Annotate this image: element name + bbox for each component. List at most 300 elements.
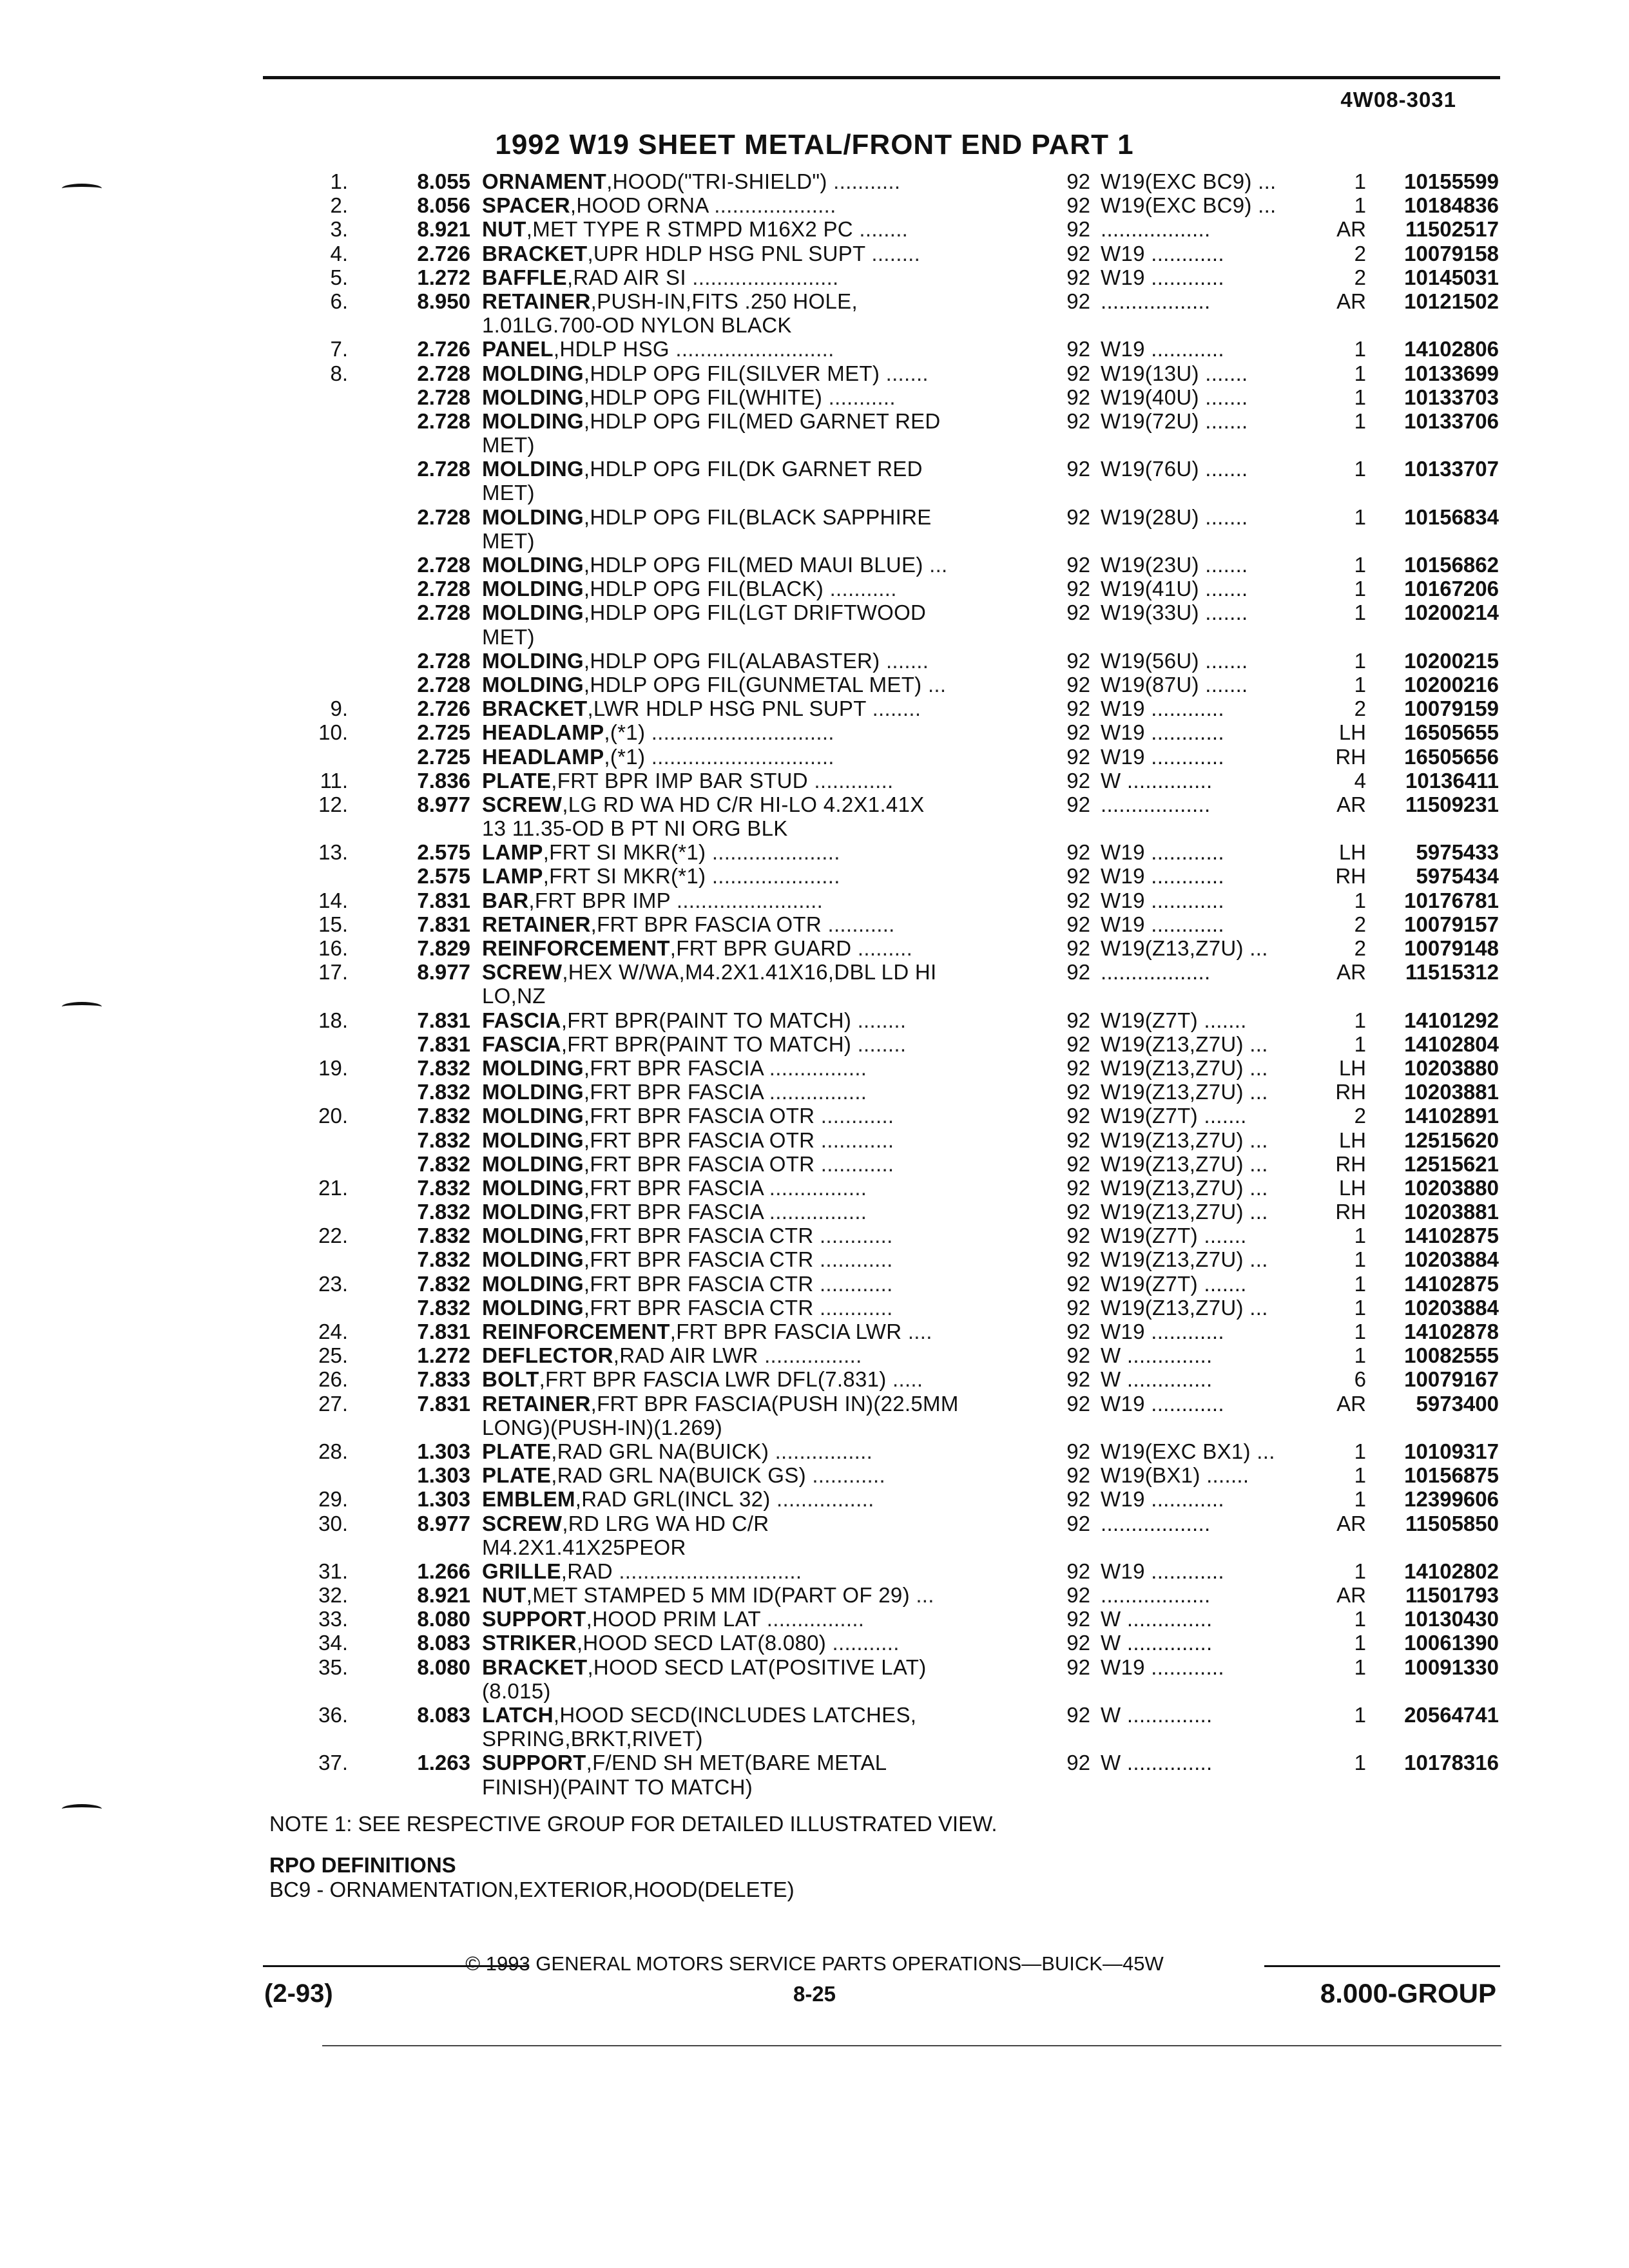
leader-dots: ................ (769, 1200, 867, 1224)
footer-group: 8.000-GROUP (1320, 1978, 1496, 2008)
model-year: 92 (1066, 1200, 1090, 1224)
part-row (0, 936, 1629, 960)
part-description-continued: FINISH)(PAINT TO MATCH) (482, 1774, 753, 1799)
part-name: FASCIA (482, 1008, 561, 1032)
part-name: REINFORCEMENT (482, 936, 670, 960)
part-name: EMBLEM (482, 1487, 575, 1512)
part-row (0, 840, 1629, 864)
model-usage (1101, 1320, 1322, 1343)
part-row (0, 745, 1629, 769)
model-usage (1101, 720, 1322, 744)
model-year: 92 (1066, 960, 1090, 985)
model-code: W19(Z13,Z7U) (1101, 1295, 1244, 1320)
illustration-reference: 2.725 (417, 720, 470, 745)
leader-dots: ......... (857, 936, 913, 960)
item-number: 7. (330, 337, 348, 361)
part-continuation-row (0, 625, 1629, 649)
part-detail: ,HDLP OPG FIL(WHITE) (583, 385, 823, 409)
model-code: W19 (1101, 1391, 1145, 1416)
illustration-reference: 7.831 (417, 888, 470, 912)
part-detail: ,RAD GRL(INCL 32) (575, 1487, 771, 1512)
model-usage (1101, 1487, 1322, 1511)
part-description (482, 960, 998, 984)
model-year: 92 (1066, 1607, 1090, 1631)
part-name: MOLDING (482, 577, 584, 601)
part-detail: ,RAD GRL NA(BUICK GS) (551, 1463, 806, 1488)
model-usage (1101, 1032, 1322, 1056)
model-year: 92 (1066, 385, 1090, 409)
part-detail: ,LG RD WA HD C/R HI-LO 4.2X1.41X (562, 792, 925, 816)
illustration-reference: 7.836 (417, 768, 470, 793)
leader-dots: ............ (819, 1247, 893, 1272)
part-number: 16505655 (1404, 720, 1499, 745)
leader-dots: ........... (833, 169, 901, 193)
model-code: W19 (1101, 912, 1145, 936)
model-year: 92 (1066, 1703, 1090, 1727)
quantity: 1 (1354, 553, 1366, 577)
illustration-reference: 7.831 (417, 1008, 470, 1032)
part-description (482, 265, 998, 289)
top-rule (263, 76, 1500, 79)
part-name: GRILLE (482, 1559, 561, 1583)
illustration-reference: 2.728 (417, 553, 470, 577)
leader-dots: ....... (1204, 1008, 1247, 1032)
quantity: AR (1336, 289, 1366, 313)
item-number: 18. (318, 1008, 348, 1032)
part-number: 10130430 (1404, 1607, 1499, 1631)
part-row (0, 409, 1629, 433)
model-year: 92 (1066, 193, 1090, 218)
part-row (0, 457, 1629, 481)
part-number: 11501793 (1405, 1583, 1499, 1608)
model-usage (1101, 864, 1322, 888)
part-number: 10200215 (1404, 648, 1499, 673)
leader-dots: ....... (1205, 361, 1248, 385)
model-year: 92 (1066, 553, 1090, 577)
part-name: RETAINER (482, 289, 591, 313)
item-number: 28. (318, 1439, 348, 1463)
part-name: SCREW (482, 792, 563, 816)
model-code: W19(Z13,Z7U) (1101, 1055, 1244, 1080)
part-name: MOLDING (482, 601, 584, 625)
model-usage (1101, 217, 1322, 241)
part-number: 10184836 (1404, 193, 1499, 218)
part-detail: ,FRT BPR FASCIA OTR (583, 1151, 815, 1176)
leader-dots: ............ (820, 1104, 894, 1128)
leader-dots: ....... (1206, 1463, 1249, 1488)
part-number: 5975433 (1416, 840, 1499, 865)
quantity: 1 (1354, 1008, 1366, 1032)
illustration-reference: 2.728 (417, 672, 470, 697)
leader-dots: ....... (1204, 1271, 1247, 1296)
leader-dots: ........... (828, 385, 896, 409)
model-year: 92 (1066, 1463, 1090, 1488)
part-detail: ,HOOD PRIM LAT (586, 1607, 761, 1631)
leader-dots: .............................. (651, 720, 834, 745)
leader-dots: ..................... (711, 840, 840, 865)
part-description (482, 673, 998, 697)
part-row (0, 1152, 1629, 1176)
part-number: 10200214 (1404, 601, 1499, 625)
part-number: 12515620 (1404, 1128, 1499, 1152)
part-description (482, 1080, 998, 1104)
part-row (0, 337, 1629, 361)
part-detail: ,HDLP OPG FIL(LGT DRIFTWOOD (583, 601, 927, 625)
model-year: 92 (1066, 840, 1090, 865)
model-year: 92 (1066, 241, 1090, 265)
part-name: MOLDING (482, 385, 584, 409)
part-detail: ,FRT BPR(PAINT TO MATCH) (561, 1008, 852, 1032)
part-detail: ,PUSH-IN,FITS .250 HOLE, (590, 289, 858, 313)
leader-dots: ................ (769, 1055, 867, 1080)
part-name: MOLDING (482, 1175, 584, 1200)
model-code: W19(28U) (1101, 505, 1199, 529)
illustration-reference: 7.831 (417, 912, 470, 936)
part-number: 10121502 (1404, 289, 1499, 313)
model-usage (1101, 1607, 1322, 1631)
model-code: W19(Z13,Z7U) (1101, 1151, 1244, 1176)
leader-dots: ... (1249, 1151, 1268, 1176)
part-continuation-row (0, 816, 1629, 840)
item-number: 12. (318, 792, 348, 816)
part-row (0, 1104, 1629, 1128)
model-code: W (1101, 1631, 1121, 1655)
part-detail: ,FRT BPR FASCIA CTR (583, 1271, 814, 1296)
part-description-continued: 1.01LG.700-OD NYLON BLACK (482, 313, 792, 338)
illustration-reference: 8.921 (417, 217, 470, 242)
leader-dots: ............ (1151, 864, 1224, 889)
quantity: LH (1338, 1128, 1366, 1152)
illustration-reference: 7.832 (417, 1200, 470, 1224)
model-code: W19(Z13,Z7U) (1101, 1247, 1244, 1272)
part-number: 11505850 (1405, 1511, 1499, 1535)
illustration-reference: 2.728 (417, 408, 470, 433)
illustration-reference: 2.725 (417, 744, 470, 769)
model-usage (1101, 1080, 1322, 1104)
part-name: NUT (482, 217, 526, 242)
quantity: 1 (1354, 1703, 1366, 1727)
leader-dots: ............ (1151, 888, 1224, 912)
part-description (482, 1247, 998, 1271)
quantity: RH (1335, 1151, 1366, 1176)
illustration-reference: 2.728 (417, 361, 470, 385)
quantity: AR (1336, 792, 1366, 816)
illustration-reference: 7.833 (417, 1367, 470, 1392)
leader-dots: ... (1249, 1128, 1268, 1152)
item-number: 5. (330, 265, 348, 289)
model-year: 92 (1066, 912, 1090, 936)
leader-dots: ....... (1204, 1224, 1247, 1248)
part-name: RETAINER (482, 912, 591, 936)
illustration-reference: 7.832 (417, 1128, 470, 1152)
part-description-continued: MET) (482, 624, 535, 649)
quantity: 1 (1354, 505, 1366, 529)
model-year: 92 (1066, 1559, 1090, 1583)
part-description-continued: LO,NZ (482, 984, 546, 1008)
part-description (482, 1487, 998, 1511)
part-name: RETAINER (482, 1391, 591, 1416)
leader-dots: .... (907, 1320, 932, 1343)
part-detail: ,FRT SI MKR(*1) (543, 864, 706, 889)
model-code: W19(56U) (1101, 648, 1199, 673)
leader-dots: ....... (1205, 577, 1248, 601)
bottom-rule (322, 2045, 1501, 2046)
part-description (482, 1703, 998, 1727)
part-row (0, 1224, 1629, 1247)
part-description-continued: SPRING,BRKT,RIVET) (482, 1727, 703, 1751)
quantity: RH (1335, 1200, 1366, 1224)
item-number: 27. (318, 1391, 348, 1416)
quantity: 1 (1354, 169, 1366, 193)
model-year: 92 (1066, 1631, 1090, 1655)
model-usage (1101, 936, 1322, 960)
item-number: 3. (330, 217, 348, 242)
model-year: 92 (1066, 888, 1090, 912)
illustration-reference: 8.977 (417, 960, 470, 985)
model-usage (1101, 1224, 1322, 1247)
part-description (482, 553, 998, 577)
item-number: 23. (318, 1271, 348, 1296)
rpo-definitions-heading: RPO DEFINITIONS (269, 1853, 456, 1877)
part-description (482, 1343, 998, 1367)
part-name: NUT (482, 1583, 526, 1608)
model-year: 92 (1066, 1055, 1090, 1080)
part-row (0, 1607, 1629, 1631)
quantity: 1 (1354, 408, 1366, 433)
part-number: 10203880 (1404, 1055, 1499, 1080)
leader-dots: ........... (829, 577, 897, 601)
leader-dots: .................... (714, 193, 836, 218)
leader-dots: ....... (885, 361, 929, 385)
leader-dots: ... (1249, 1055, 1268, 1080)
item-number: 22. (318, 1224, 348, 1248)
model-code: W19(Z13,Z7U) (1101, 1200, 1244, 1224)
item-number: 35. (318, 1655, 348, 1679)
part-description (482, 1751, 998, 1774)
leader-dots: ............ (1151, 697, 1224, 721)
quantity: 2 (1354, 1104, 1366, 1128)
model-year: 92 (1066, 1367, 1090, 1392)
part-number: 10109317 (1404, 1439, 1499, 1463)
part-detail: ,FRT BPR FASCIA CTR (583, 1224, 814, 1248)
quantity: 1 (1354, 1487, 1366, 1512)
model-code: W (1101, 1607, 1121, 1631)
item-number: 16. (318, 936, 348, 960)
part-row (0, 720, 1629, 744)
model-year: 92 (1066, 1439, 1090, 1463)
part-description (482, 912, 998, 936)
model-usage (1101, 1343, 1322, 1367)
part-detail: ,HDLP OPG FIL(SILVER MET) (583, 361, 880, 385)
quantity: 1 (1354, 1295, 1366, 1320)
model-code: W19 (1101, 1320, 1145, 1343)
part-description (482, 577, 998, 601)
part-name: LAMP (482, 840, 543, 865)
part-row (0, 889, 1629, 912)
model-usage (1101, 1655, 1322, 1679)
model-usage (1101, 1367, 1322, 1391)
part-detail: ,FRT BPR FASCIA (583, 1080, 764, 1104)
part-number: 10176781 (1404, 888, 1499, 912)
item-number: 4. (330, 241, 348, 265)
model-code: W19 (1101, 241, 1145, 265)
model-code: W19(72U) (1101, 408, 1199, 433)
leader-dots: .............................. (619, 1559, 802, 1583)
model-usage (1101, 889, 1322, 912)
model-code: W19(EXC BX1) (1101, 1439, 1251, 1463)
item-number: 32. (318, 1583, 348, 1608)
part-detail: ,HDLP OPG FIL(DK GARNET RED (583, 457, 923, 481)
part-row (0, 1272, 1629, 1296)
part-name: STRIKER (482, 1631, 577, 1655)
model-code: W19(76U) (1101, 457, 1199, 481)
leader-dots: ............ (1151, 912, 1224, 936)
part-description (482, 864, 998, 888)
part-row (0, 1487, 1629, 1511)
leader-dots: ............ (1151, 720, 1224, 745)
part-description-continued: MET) (482, 433, 535, 457)
leader-dots: ..................... (711, 864, 840, 889)
item-number: 10. (318, 720, 348, 745)
item-number: 11. (320, 768, 348, 793)
model-code: W19(13U) (1101, 361, 1199, 385)
model-year: 92 (1066, 1320, 1090, 1343)
part-row (0, 1080, 1629, 1104)
item-number: 1. (330, 169, 348, 193)
leader-dots: ....... (1205, 553, 1248, 577)
model-code: W19(Z7T) (1101, 1008, 1198, 1032)
quantity: 1 (1354, 1439, 1366, 1463)
model-usage (1101, 1439, 1322, 1463)
part-detail: ,RD LRG WA HD C/R (562, 1511, 769, 1535)
illustration-reference: 2.726 (417, 697, 470, 721)
leader-dots: .......................... (675, 337, 834, 361)
part-name: PLATE (482, 1439, 552, 1463)
model-usage (1101, 1104, 1322, 1128)
part-number: 10091330 (1404, 1655, 1499, 1679)
part-description (482, 1224, 998, 1247)
part-number: 12515621 (1404, 1151, 1499, 1176)
part-detail: ,MET STAMPED 5 MM ID(PART OF 29) (526, 1583, 910, 1608)
part-name: PANEL (482, 337, 554, 361)
illustration-reference: 8.080 (417, 1655, 470, 1679)
item-number: 24. (318, 1320, 348, 1343)
part-row (0, 217, 1629, 241)
part-description (482, 1104, 998, 1128)
part-description (482, 889, 998, 912)
part-detail: ,FRT BPR FASCIA OTR (583, 1104, 815, 1128)
model-usage (1101, 1200, 1322, 1224)
part-description-continued: LONG)(PUSH-IN)(1.269) (482, 1415, 723, 1439)
model-usage (1101, 577, 1322, 601)
quantity: LH (1338, 840, 1366, 865)
leader-dots: ............ (812, 1463, 885, 1488)
part-description (482, 1032, 998, 1056)
part-detail: ,HEX W/WA,M4.2X1.41X16,DBL LD HI (562, 960, 937, 985)
part-name: MOLDING (482, 1055, 584, 1080)
footer-date: (2-93) (264, 1979, 333, 2008)
part-description (482, 720, 998, 744)
model-usage (1101, 1559, 1322, 1583)
part-detail: ,FRT SI MKR(*1) (543, 840, 706, 865)
part-detail: ,HOOD ORNA (570, 193, 708, 218)
part-number: 10156862 (1404, 553, 1499, 577)
page-number: 8-25 (793, 1982, 836, 2006)
model-year: 92 (1066, 457, 1090, 481)
model-year: 92 (1066, 1128, 1090, 1152)
illustration-reference: 8.950 (417, 289, 470, 313)
part-continuation-row (0, 1775, 1629, 1799)
part-continuation-row (0, 313, 1629, 337)
model-year: 92 (1066, 672, 1090, 697)
leader-dots: ............ (820, 1151, 894, 1176)
part-detail: ,HOOD("TRI-SHIELD") (606, 169, 827, 193)
leader-dots: ................ (769, 1080, 867, 1104)
part-row (0, 912, 1629, 936)
part-row (0, 1343, 1629, 1367)
part-continuation-row (0, 529, 1629, 553)
illustration-reference: 7.832 (417, 1080, 470, 1104)
part-row (0, 864, 1629, 888)
model-code: W19 (1101, 1655, 1145, 1679)
model-usage (1101, 673, 1322, 697)
quantity: AR (1336, 217, 1366, 242)
part-name: MOLDING (482, 1247, 584, 1272)
model-code: W19(Z7T) (1101, 1224, 1198, 1248)
leader-dots: ........ (857, 1008, 907, 1032)
part-description (482, 1655, 998, 1679)
model-usage (1101, 409, 1322, 433)
part-continuation-row (0, 481, 1629, 505)
part-number: 14102875 (1404, 1271, 1499, 1296)
part-name: ORNAMENT (482, 169, 607, 193)
model-year: 92 (1066, 1271, 1090, 1296)
model-code: W19 (1101, 265, 1145, 289)
part-detail: ,HDLP OPG FIL(ALABASTER) (583, 648, 880, 673)
leader-dots: ............ (820, 1128, 894, 1152)
illustration-reference: 7.831 (417, 1032, 470, 1056)
item-number: 9. (330, 697, 348, 721)
model-code: W19(33U) (1101, 601, 1199, 625)
part-detail: ,HDLP OPG FIL(MED MAUI BLUE) (583, 553, 923, 577)
part-number: 10155599 (1404, 169, 1499, 193)
item-number: 31. (318, 1559, 348, 1583)
model-usage (1101, 1703, 1322, 1727)
model-code: W19 (1101, 840, 1145, 865)
part-number: 10133703 (1404, 385, 1499, 409)
part-number: 14102875 (1404, 1224, 1499, 1248)
illustration-reference: 1.263 (417, 1751, 470, 1775)
leader-dots: ....... (885, 648, 929, 673)
part-detail: ,HDLP HSG (553, 337, 670, 361)
leader-dots: ............ (1151, 744, 1224, 769)
leader-dots: ....... (1205, 601, 1248, 625)
model-year: 92 (1066, 697, 1090, 721)
model-usage (1101, 1272, 1322, 1296)
part-description-continued: (8.015) (482, 1678, 551, 1703)
part-detail: ,FRT BPR(PAINT TO MATCH) (561, 1032, 852, 1056)
model-code: W (1101, 1343, 1121, 1368)
model-year: 92 (1066, 337, 1090, 361)
model-code: W19(23U) (1101, 553, 1199, 577)
part-number: 10079148 (1404, 936, 1499, 960)
part-row (0, 1512, 1629, 1535)
part-detail: ,(*1) (604, 720, 646, 745)
part-name: MOLDING (482, 1200, 584, 1224)
illustration-reference: 7.831 (417, 1320, 470, 1343)
model-code: W19 (1101, 1487, 1145, 1512)
part-number: 5973400 (1416, 1391, 1499, 1416)
